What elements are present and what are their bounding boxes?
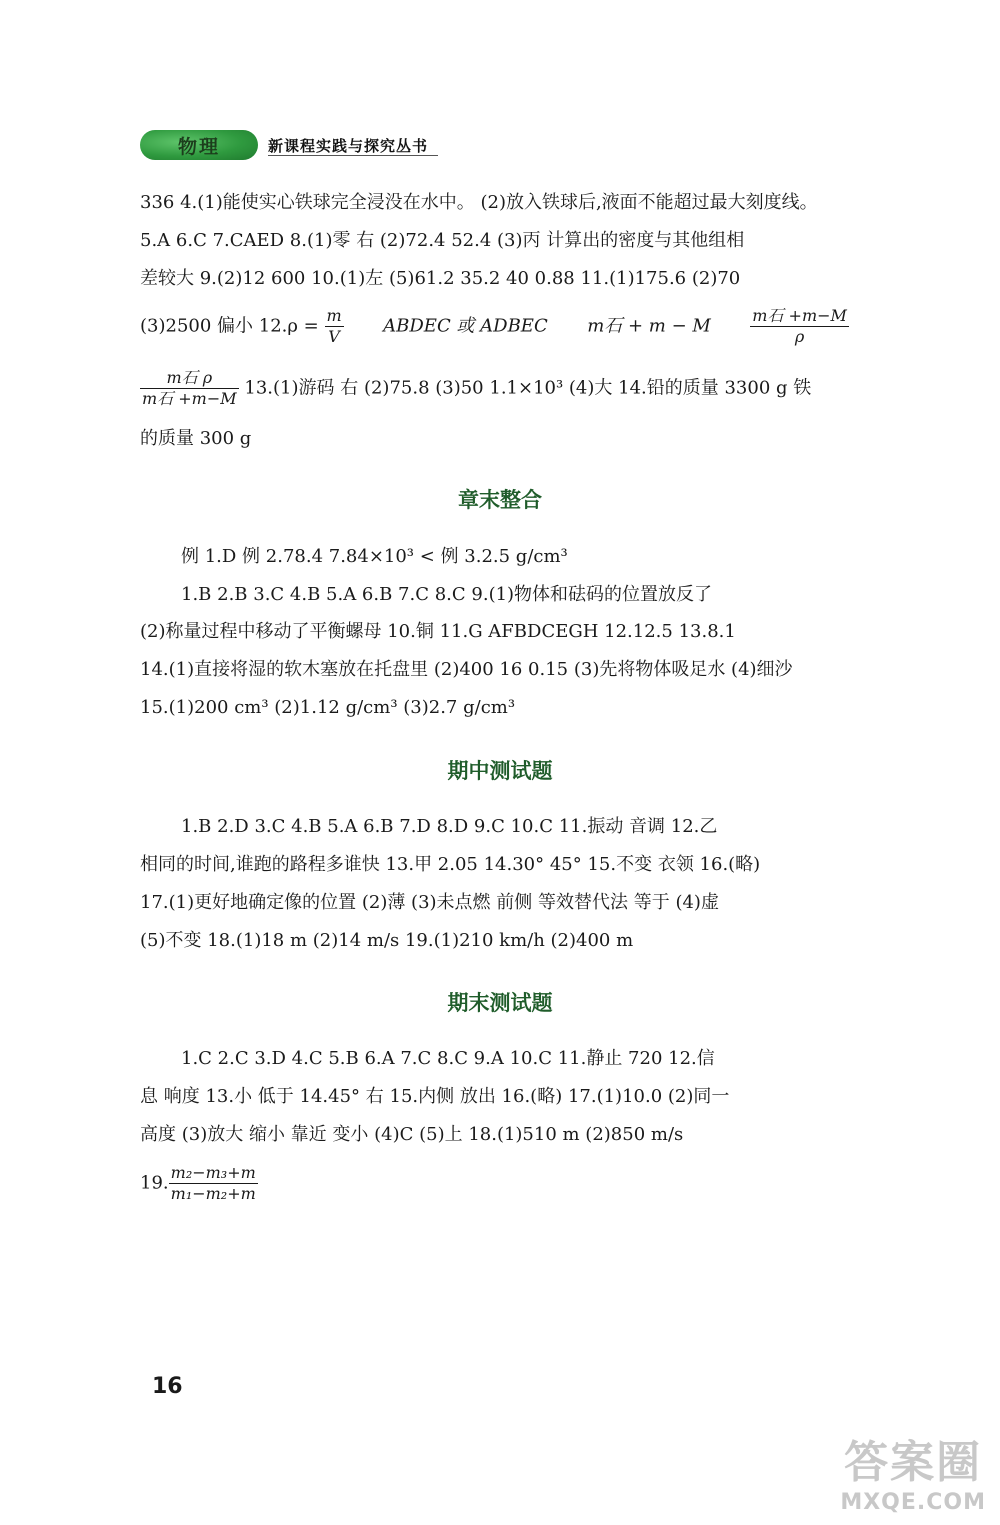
fraction-denominator: m石 +m−M (142, 389, 237, 408)
fraction-numerator: m石 +m−M (752, 306, 847, 325)
header-rule (268, 155, 438, 156)
fraction-denominator: V (328, 327, 340, 346)
answer-line: 14.(1)直接将湿的软木塞放在托盘里 (2)400 16 0.15 (3)先将物体吸足水 (4)细沙 (140, 659, 793, 680)
series-title: 新课程实践与探究丛书 (268, 136, 429, 155)
formula-fraction (169, 1163, 258, 1204)
fraction-denominator: m₁−m₂+m (170, 1184, 256, 1203)
book-header (140, 129, 428, 161)
density-fraction (325, 306, 344, 347)
answer-line: 相同的时间,谁跑的路程多谁快 13.甲 2.05 14.30° 45° 15.不变 衣领 16.(略) (140, 854, 761, 875)
watermark-url: MXQE.COM (840, 1490, 986, 1515)
answer-text: ABDEC 或 ADBEC (383, 315, 548, 337)
fraction-denominator: ρ (794, 327, 805, 346)
answer-line: 高度 (3)放大 缩小 靠近 变小 (4)C (5)上 18.(1)510 m (2)850 m/s (140, 1124, 684, 1145)
density-fraction (140, 368, 239, 409)
answer-line-formula (140, 368, 925, 409)
answer-line: 15.(1)200 cm³ (2)1.12 g/cm³ (3)2.7 g/cm³ (140, 697, 516, 718)
answer-line: 的质量 300 g (140, 428, 252, 449)
fraction-numerator: m₂−m₃+m (170, 1163, 256, 1182)
subject-label: 物理 (177, 135, 220, 158)
section-heading: 期末测试题 (447, 991, 553, 1015)
formula-fraction (750, 306, 849, 347)
answer-text: 19. (140, 1172, 169, 1194)
section-heading: 章末整合 (458, 488, 542, 512)
watermark-logo (840, 1426, 986, 1515)
section-heading: 期中测试题 (447, 759, 553, 783)
answer-line: (5)不变 18.(1)18 m (2)14 m/s 19.(1)210 km/h (2)400 m (140, 930, 634, 951)
answer-line: 例 1.D 例 2.78.4 7.84×10³ < 例 3.2.5 g/cm³ (181, 546, 568, 567)
answer-line: 5.A 6.C 7.CAED 8.(1)零 右 (2)72.4 52.4 (3)丙 计算出的密度与其他组相 (140, 230, 745, 251)
answer-line: 1.C 2.C 3.D 4.C 5.B 6.A 7.C 8.C 9.A 10.C 11.静止 720 12.信 (181, 1048, 715, 1069)
watermark-text: 答案圈 (844, 1437, 983, 1488)
answer-text: 13.(1)游码 右 (2)75.8 (3)50 1.1×10³ (4)大 14.铅的质量 3300 g 铁 (244, 377, 812, 399)
answer-line: 336 4.(1)能使实心铁球完全浸没在水中。 (2)放入铁球后,液面不能超过最大刻度线。 (140, 192, 818, 213)
answer-line-formula (140, 1163, 925, 1204)
answer-line: 1.B 2.B 3.C 4.B 5.A 6.B 7.C 8.C 9.(1)物体和砝码的位置放反了 (181, 584, 713, 605)
subject-badge (140, 130, 258, 160)
answer-line: (2)称量过程中移动了平衡螺母 10.铜 11.G AFBDCEGH 12.12.5 13.8.1 (140, 621, 736, 642)
page-number: 16 (152, 1374, 183, 1399)
answer-line: 17.(1)更好地确定像的位置 (2)薄 (3)未点燃 前侧 等效替代法 等于 (4)虚 (140, 892, 719, 913)
answer-text: m石 + m − M (587, 315, 711, 337)
answer-line: 1.B 2.D 3.C 4.B 5.A 6.B 7.D 8.D 9.C 10.C 11.振动 音调 12.乙 (181, 816, 718, 837)
answer-line: 差较大 9.(2)12 600 10.(1)左 (5)61.2 35.2 40 0.88 11.(1)175.6 (2)70 (140, 268, 741, 289)
answer-line-formula (140, 306, 925, 347)
fraction-numerator: m石 ρ (140, 368, 239, 389)
answer-line: 息 响度 13.小 低于 14.45° 右 15.内侧 放出 16.(略) 17.(1)10.0 (2)同一 (140, 1086, 730, 1107)
answer-text: (3)2500 偏小 12.ρ = (140, 315, 319, 337)
fraction-numerator: m (326, 306, 342, 325)
